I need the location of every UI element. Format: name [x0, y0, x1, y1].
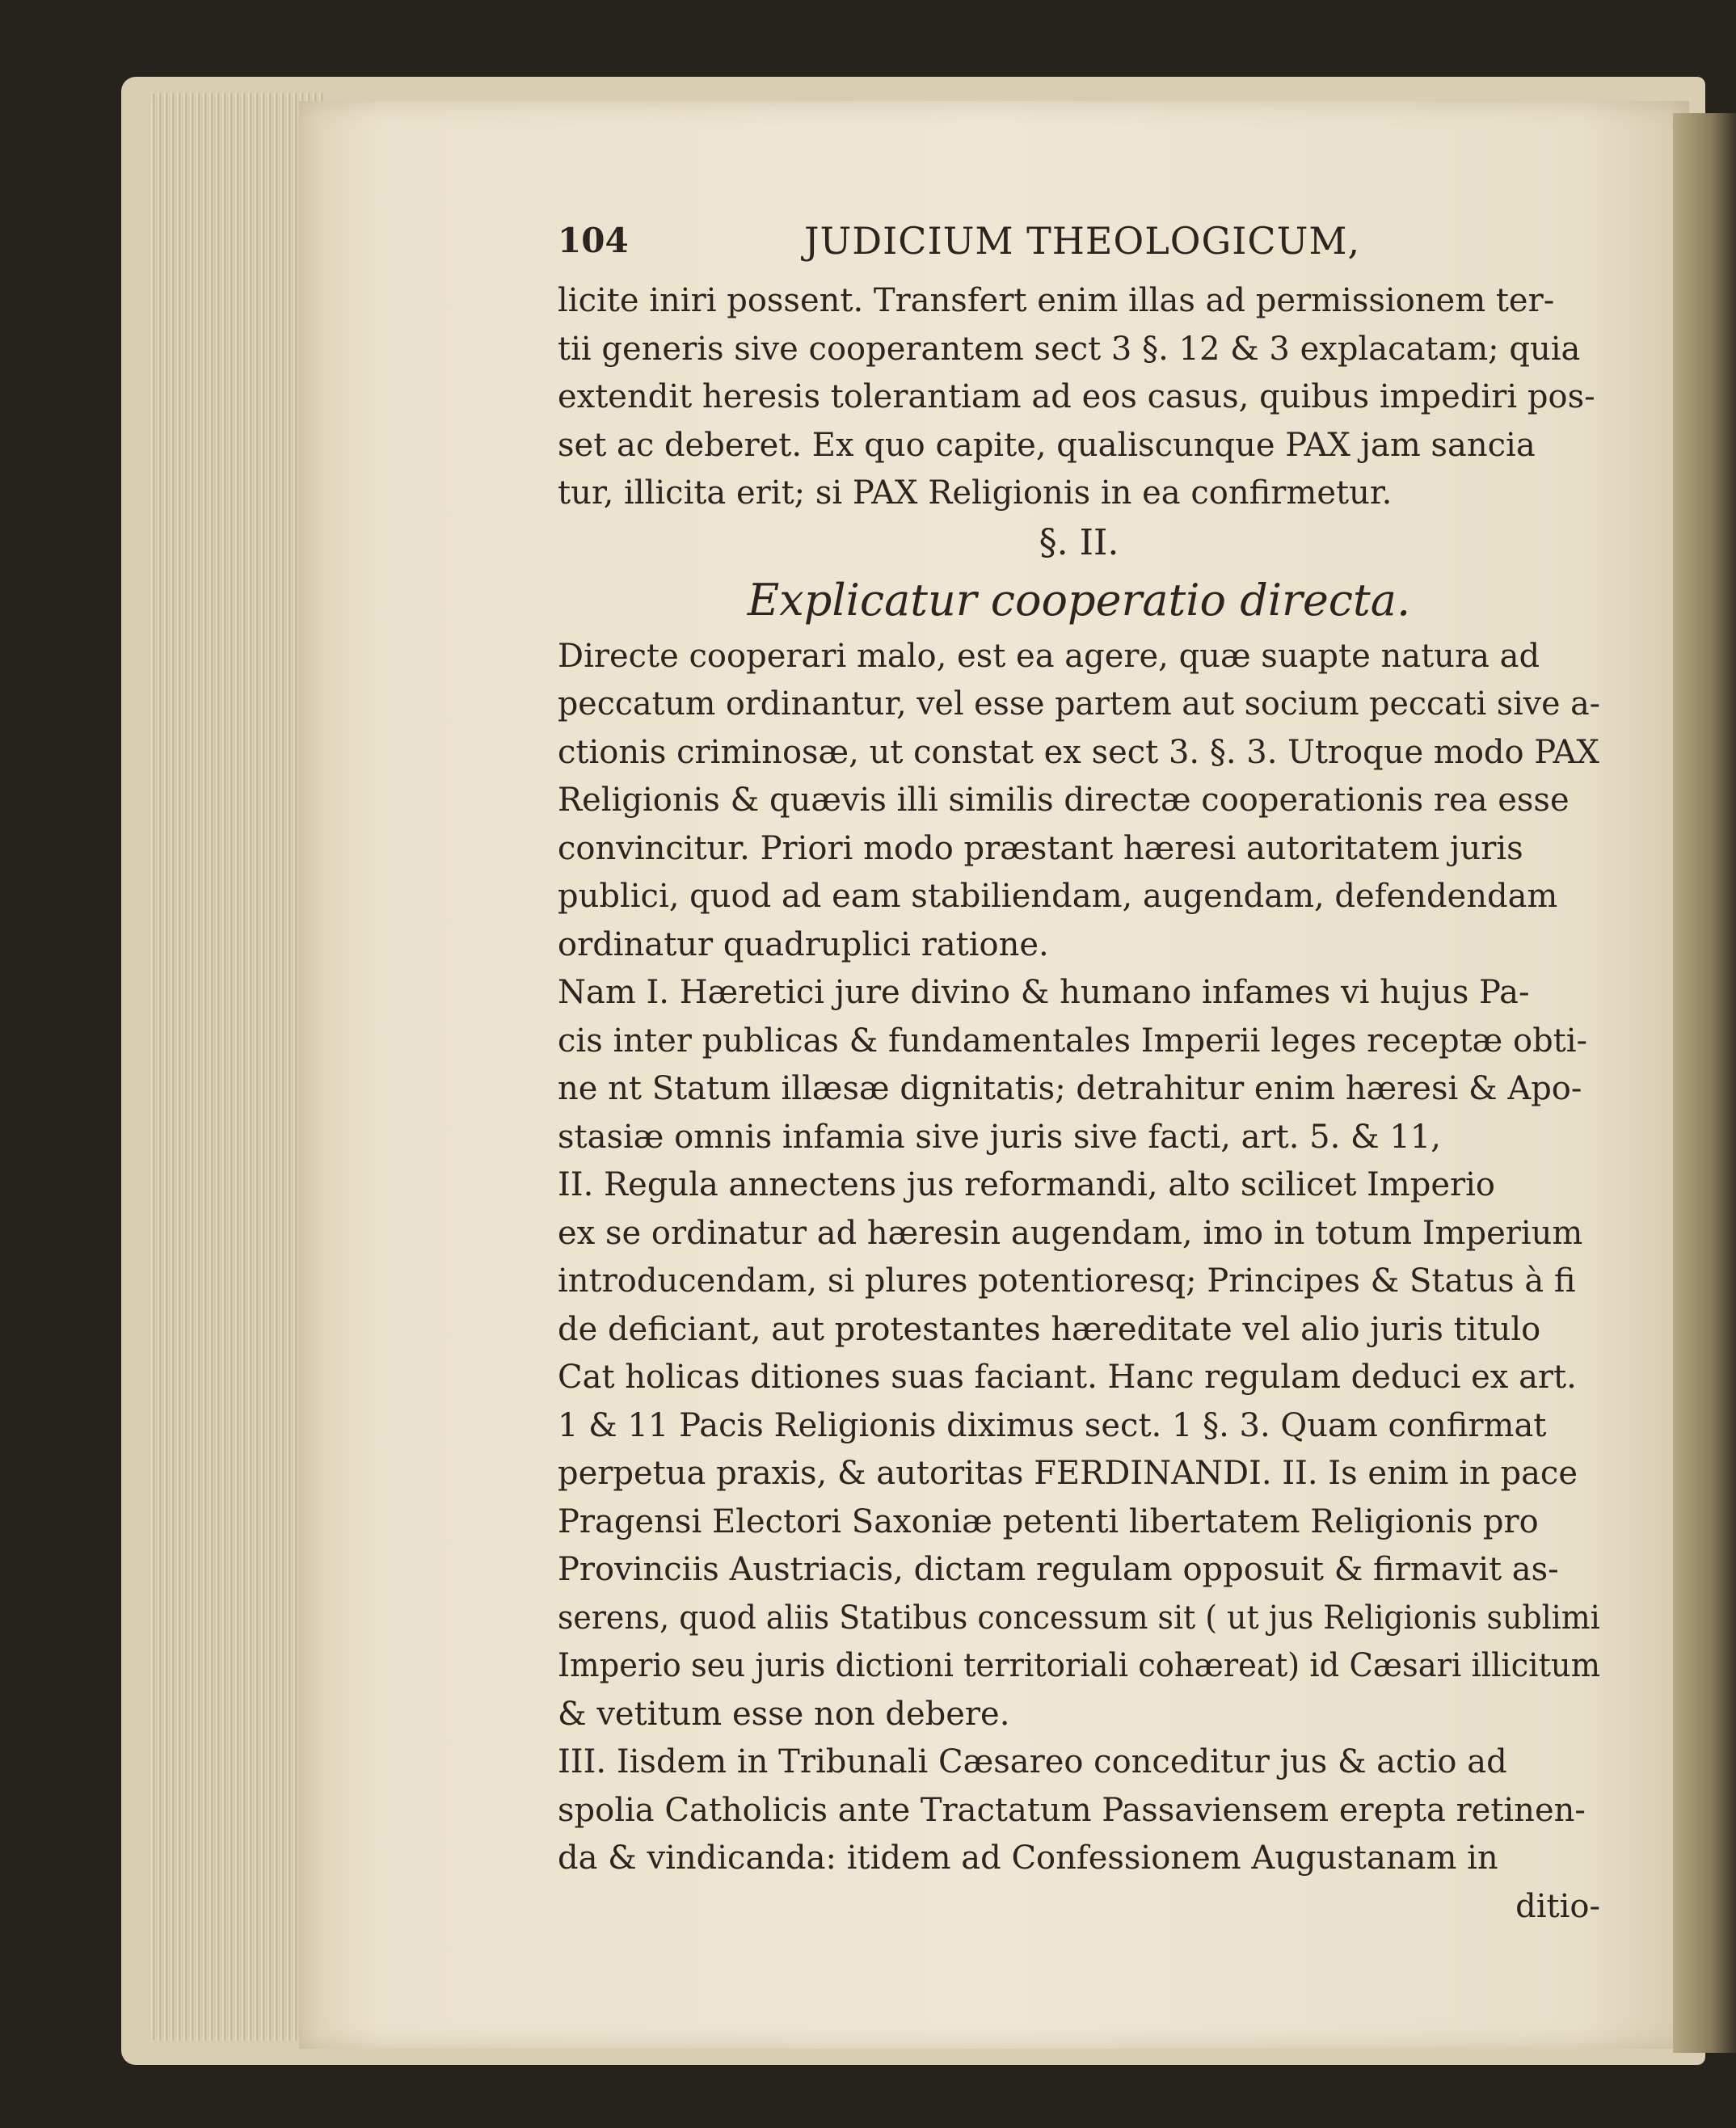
text-line: set ac deberet. Ex quo capite, qualiscunque PAX jam sancia — [558, 426, 1536, 464]
text-line: de deficiant, aut protestantes hæreditate vel alio juris titulo — [558, 1310, 1541, 1348]
text-line: extendit heresis tolerantiam ad eos casus, quibus impediri pos- — [558, 378, 1595, 415]
text-line: licite iniri possent. Transfert enim illas ad permissionem ter- — [558, 282, 1555, 319]
text-line: III. Iisdem in Tribunali Cæsareo conceditur jus & actio ad — [558, 1743, 1507, 1780]
text-line: Imperio seu juris dictioni territoriali cohæreat) id Cæsari illicitum — [558, 1647, 1601, 1684]
text-line: Directe cooperari malo, est ea agere, quæ suapte natura ad — [558, 637, 1540, 675]
text-line: stasiæ omnis infamia sive juris sive facti, art. 5. & 11, — [558, 1118, 1441, 1156]
page-number: 104 — [558, 221, 629, 260]
section-mark: §. II. — [1039, 521, 1119, 563]
text-line: peccatum ordinantur, vel esse partem aut socium peccati sive a- — [558, 685, 1601, 723]
book-gutter — [1673, 113, 1736, 2053]
text-line: ctionis criminosæ, ut constat ex sect 3. §. 3. Utroque modo PAX — [558, 733, 1599, 771]
text-line: ordinatur quadruplici ratione. — [558, 925, 1049, 963]
text-line: spolia Catholicis ante Tractatum Passaviensem erepta retinen- — [558, 1791, 1586, 1829]
text-line: 1 & 11 Pacis Religionis diximus sect. 1 §. 3. Quam confirmat — [558, 1406, 1547, 1444]
text-line: ex se ordinatur ad hæresin augendam, imo in totum Imperium — [558, 1214, 1583, 1252]
running-title: JUDICIUM THEOLOGICUM, — [804, 219, 1361, 263]
text-line: serens, quod aliis Statibus concessum sit ( ut jus Religionis sublimi — [558, 1599, 1600, 1637]
text-line: introducendam, si plures potentioresq; Principes & Status à fi — [558, 1262, 1576, 1300]
section-title: Explicatur cooperatio directa. — [747, 574, 1411, 626]
text-line: Pragensi Electori Saxoniæ petenti libertatem Religionis pro — [558, 1502, 1539, 1540]
catchword-line — [558, 1883, 1600, 1932]
text-line: publici, quod ad eam stabiliendam, augendam, defendendam — [558, 878, 1558, 915]
page-text — [558, 214, 1600, 1931]
page-fore-edge — [150, 93, 323, 2041]
text-line: & vetitum esse non debere. — [558, 1695, 1010, 1733]
text-line: tur, illicita erit; si PAX Religionis in ea confirmetur. — [558, 474, 1393, 512]
text-line: Nam I. Hæretici jure divino & humano infames vi hujus Pa- — [558, 974, 1530, 1011]
text-line: ne nt Statum illæsæ dignitatis; detrahitur enim hæresi & Apo- — [558, 1070, 1582, 1107]
text-line: convincitur. Priori modo præstant hæresi autoritatem juris — [558, 829, 1523, 867]
text-line: Cat holicas ditiones suas faciant. Hanc regulam deduci ex art. — [558, 1359, 1577, 1396]
text-line: perpetua praxis, & autoritas FERDINANDI. II. Is enim in pace — [558, 1455, 1578, 1492]
text-line: Provinciis Austriacis, dictam regulam opposuit & firmavit as- — [558, 1551, 1559, 1588]
text-line: Religionis & quævis illi similis directæ cooperationis rea esse — [558, 782, 1570, 819]
text-line: da & vindicanda: itidem ad Confessionem Augustanam in — [558, 1839, 1498, 1877]
page-header — [558, 214, 1600, 277]
text-line: cis inter publicas & fundamentales Imperii leges receptæ obti- — [558, 1022, 1588, 1060]
text-line: tii generis sive cooperantem sect 3 §. 12 & 3 explacatam; quia — [558, 330, 1581, 368]
catchword: ditio- — [1515, 1887, 1600, 1925]
text-line: II. Regula annectens jus reformandi, alto scilicet Imperio — [558, 1166, 1495, 1203]
